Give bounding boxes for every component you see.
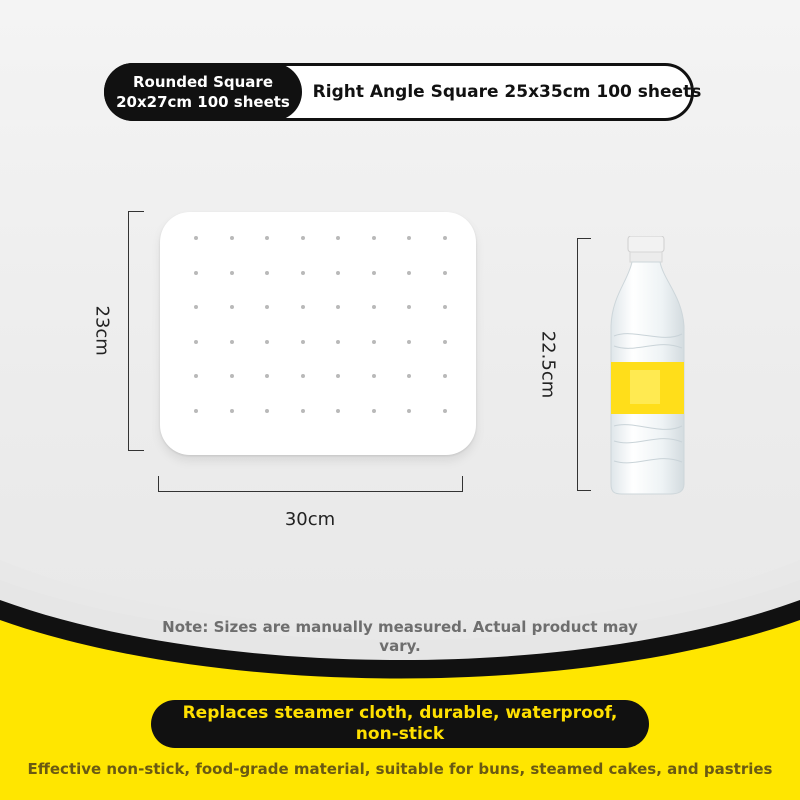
paper-width-line xyxy=(158,491,463,492)
perforation-hole xyxy=(301,271,305,275)
paper-width-cap-left xyxy=(158,476,159,492)
bottle-height-label: 22.5cm xyxy=(537,330,559,399)
paper-width-cap-right xyxy=(462,476,463,492)
perforation-hole xyxy=(301,305,305,309)
perforation-hole xyxy=(443,409,447,413)
perforation-hole xyxy=(301,374,305,378)
perforation-hole xyxy=(407,409,411,413)
perforation-hole xyxy=(407,271,411,275)
perforation-hole xyxy=(230,409,234,413)
perforation-hole xyxy=(194,340,198,344)
perforation-hole xyxy=(265,340,269,344)
perforation-hole xyxy=(301,409,305,413)
perforation-hole xyxy=(372,305,376,309)
paper-height-line xyxy=(128,211,129,451)
perforation-hole xyxy=(407,340,411,344)
paper-height-cap-top xyxy=(128,211,144,212)
perforation-hole xyxy=(372,271,376,275)
perforation-hole xyxy=(336,271,340,275)
paper-height-label: 23cm xyxy=(91,305,113,356)
perforation-hole xyxy=(265,374,269,378)
perforation-hole xyxy=(194,236,198,240)
paper-width-label: 30cm xyxy=(284,509,336,530)
perforation-hole xyxy=(265,236,269,240)
perforation-hole xyxy=(194,374,198,378)
perforation-hole xyxy=(336,305,340,309)
perforation-hole xyxy=(443,271,447,275)
perforation-hole xyxy=(443,305,447,309)
measurement-note: Note: Sizes are manually measured. Actual product may vary. xyxy=(162,618,638,655)
perforation-hole xyxy=(372,374,376,378)
perforation-hole xyxy=(194,271,198,275)
perforation-hole xyxy=(407,236,411,240)
perforation-hole xyxy=(265,305,269,309)
perforation-hole xyxy=(372,409,376,413)
perforation-hole xyxy=(372,340,376,344)
perforation-hole xyxy=(301,340,305,344)
size-selector xyxy=(104,63,702,121)
perforation-hole xyxy=(230,271,234,275)
perforation-hole xyxy=(443,374,447,378)
perforation-hole xyxy=(407,374,411,378)
perforation-hole xyxy=(265,409,269,413)
perforation-hole xyxy=(194,409,198,413)
perforation-hole xyxy=(407,305,411,309)
perforation-hole xyxy=(336,340,340,344)
perforation-hole xyxy=(443,340,447,344)
feature-headline: Replaces steamer cloth, durable, waterproof, non-stick xyxy=(151,700,649,748)
perforation-hole xyxy=(336,409,340,413)
feature-description: Effective non-stick, food-grade material, suitable for buns, steamed cakes, and pastries xyxy=(27,760,773,778)
perforation-hole xyxy=(336,374,340,378)
perforation-hole xyxy=(443,236,447,240)
perforation-hole xyxy=(336,236,340,240)
perforation-hole xyxy=(372,236,376,240)
bottle-height-cap-bottom xyxy=(577,490,591,491)
steamer-paper xyxy=(160,212,476,455)
perforation-hole xyxy=(230,374,234,378)
bottle-height-line xyxy=(577,238,578,491)
perforation-hole xyxy=(230,305,234,309)
paper-height-cap-bottom xyxy=(128,450,144,451)
perforation-hole xyxy=(230,236,234,240)
water-bottle-image xyxy=(608,236,698,496)
tab-rounded-square[interactable]: Rounded Square 20x27cm 100 sheets xyxy=(104,63,302,121)
tab-right-angle-square[interactable]: Right Angle Square 25x35cm 100 sheets xyxy=(312,82,702,102)
perforation-hole xyxy=(194,305,198,309)
perforation-hole xyxy=(301,236,305,240)
perforation-hole xyxy=(230,340,234,344)
bottle-height-cap-top xyxy=(577,238,591,239)
perforation-hole xyxy=(265,271,269,275)
